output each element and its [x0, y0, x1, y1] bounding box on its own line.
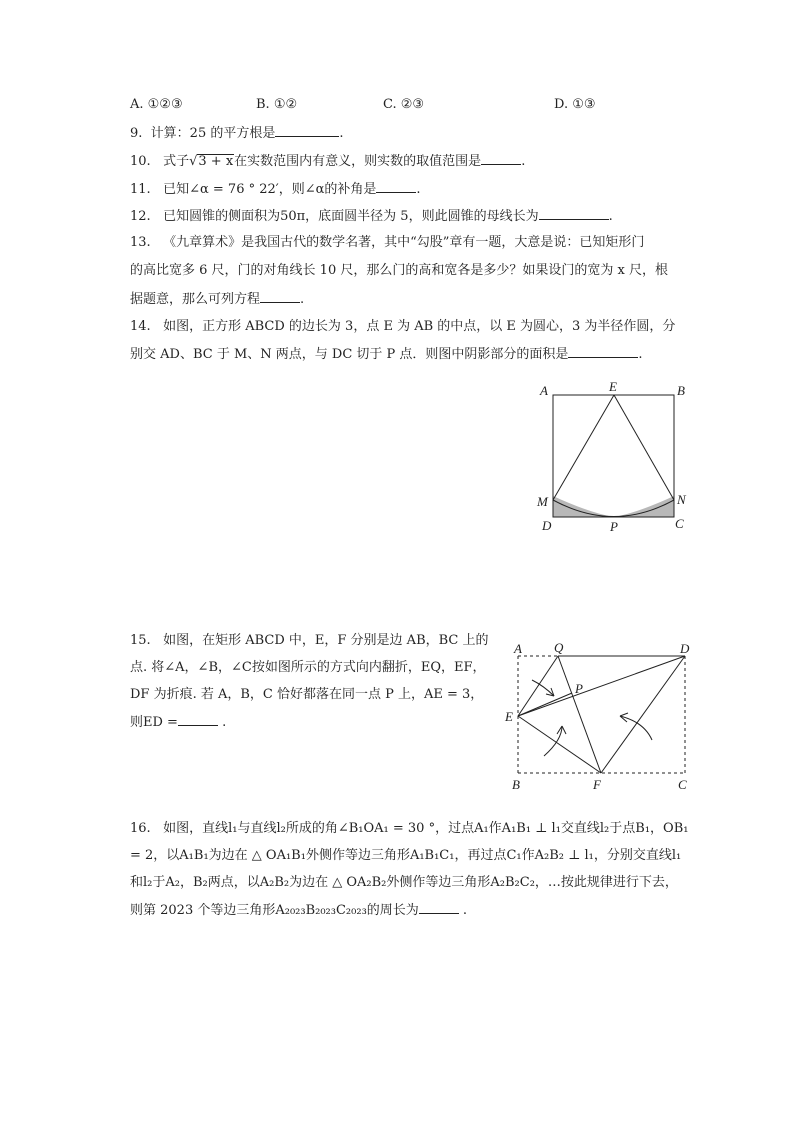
label-b: B — [512, 777, 520, 792]
sqrt-icon: √ — [189, 154, 198, 169]
question-text: 如图，正方形 ABCD 的边长为 3，点 E 为 AB 的中点，以 E 为圆心，3 为半径作圆，分 — [163, 319, 676, 334]
label-a: A — [514, 641, 522, 656]
question-number: 16. — [130, 821, 151, 836]
question-16-line4 — [130, 901, 467, 920]
question-text: 《九章算术》是我国古代的数学名著，其中“勾股”章有一题，大意是说：已知矩形门 — [163, 235, 645, 250]
question-16-line3: 和l₂于A₂，B₂两点，以A₂B₂为边在 △ OA₂B₂外侧作等边三角形A₂B₂C₂，…按此规律进行下去， — [130, 875, 678, 890]
period: . — [608, 209, 613, 224]
question-text: 已知圆锥的侧面积为50π，底面圆半径为 5，则此圆锥的母线长为 — [163, 209, 539, 224]
question-14-line2 — [130, 345, 643, 364]
label-e: E — [505, 709, 513, 724]
label-q: Q — [554, 640, 564, 655]
question-text: 式子 — [163, 154, 190, 169]
label-p: P — [610, 519, 618, 534]
label-d: D — [542, 518, 552, 533]
question-14-line1 — [130, 318, 675, 336]
shaded-region-right — [614, 496, 674, 517]
question-16-line1 — [130, 820, 688, 838]
period: . — [222, 715, 227, 730]
question-15-line2: 点. 将∠A，∠B，∠C按如图所示的方式向内翻折，EQ，EF， — [130, 660, 486, 675]
option-d: D. ①③ — [554, 97, 596, 112]
question-15-line4 — [130, 713, 226, 732]
option-a: A. ①②③ — [130, 97, 183, 112]
question-13-line2: 的高比宽多 6 尺，门的对角线长 10 尺，那么门的高和宽各是多少？如果设门的宽为 x 尺，根 — [130, 263, 668, 278]
radicand: 3 + x — [198, 154, 234, 169]
question-13-line1 — [130, 234, 644, 252]
question-text: 如图，在矩形 ABCD 中，E，F 分别是边 AB，BC 上的 — [163, 633, 489, 648]
fold-arrow-a — [532, 680, 554, 696]
label-f: F — [593, 777, 601, 792]
answer-blank[interactable] — [481, 152, 521, 165]
question-15-line3: DF 为折痕. 若 A，B，C 恰好都落在同一点 P 上，AE = 3， — [130, 687, 484, 702]
label-e: E — [609, 379, 617, 394]
period: . — [300, 292, 305, 307]
question-number: 11. — [130, 182, 151, 197]
question-text: 据题意，那么可列方程 — [130, 292, 261, 307]
segment-qf — [558, 656, 601, 773]
square-abcd — [553, 395, 674, 517]
answer-blank[interactable] — [568, 345, 638, 358]
question-text: 计算：25 的平方根是 — [150, 126, 276, 141]
label-c: C — [675, 516, 684, 531]
option-c: C. ②③ — [383, 97, 425, 112]
q15-figure — [500, 638, 710, 798]
question-number: 14. — [130, 319, 151, 334]
answer-blank[interactable] — [178, 713, 218, 726]
shaded-region-left — [553, 496, 614, 517]
segment-en — [614, 395, 674, 500]
segment-ed — [518, 656, 685, 716]
question-number: 9. — [130, 126, 143, 141]
question-text: 已知∠α = 76 ° 22′，则∠α的补角是 — [163, 182, 377, 197]
question-number: 12. — [130, 209, 151, 224]
answer-blank[interactable] — [260, 290, 300, 303]
label-a: A — [540, 383, 548, 398]
label-c: C — [678, 777, 687, 792]
answer-blank[interactable] — [539, 207, 609, 220]
question-13-line3 — [130, 290, 304, 309]
question-number: 15. — [130, 633, 151, 648]
question-text-cont: 在实数范围内有意义，则实数的取值范围是 — [234, 154, 482, 169]
question-11 — [130, 180, 421, 199]
question-number: 13. — [130, 235, 151, 250]
question-text: 则ED = — [130, 715, 178, 730]
answer-blank[interactable] — [419, 901, 459, 914]
question-9 — [130, 124, 344, 143]
segment-df — [601, 656, 685, 773]
period: . — [339, 126, 344, 141]
segment-em — [553, 395, 614, 500]
label-m: M — [537, 494, 548, 509]
question-number: 10. — [130, 154, 151, 169]
segment-ef — [518, 716, 601, 773]
option-b: B. ①② — [256, 97, 298, 112]
label-d: D — [680, 641, 690, 656]
period: . — [462, 903, 468, 918]
label-n: N — [677, 492, 686, 507]
label-p: P — [575, 681, 583, 696]
q14-figure — [530, 378, 700, 538]
period: . — [521, 154, 526, 169]
answer-blank[interactable] — [275, 124, 339, 137]
question-text: 别交 AD、BC 于 M、N 两点，与 DC 切于 P 点．则图中阴影部分的面积是 — [130, 347, 569, 362]
question-text: 则第 2023 个等边三角形A₂₀₂₃B₂₀₂₃C₂₀₂₃的周长为 — [130, 903, 419, 918]
question-text: 如图，直线l₁与直线l₂所成的角∠B₁OA₁ = 30 °，过点A₁作A₁B₁ ⊥ l₁交直线l₂于点B₁，OB₁ — [163, 821, 689, 836]
question-12 — [130, 207, 613, 226]
question-10 — [130, 152, 525, 171]
period: . — [416, 182, 421, 197]
question-15-line1 — [130, 632, 489, 650]
answer-blank[interactable] — [376, 180, 416, 193]
period: . — [638, 347, 643, 362]
question-16-line2: = 2，以A₁B₁为边在 △ OA₁B₁外侧作等边三角形A₁B₁C₁，再过点C₁作A₂B₂ ⊥ l₁，分别交直线l₁ — [130, 848, 682, 863]
label-b: B — [677, 383, 685, 398]
